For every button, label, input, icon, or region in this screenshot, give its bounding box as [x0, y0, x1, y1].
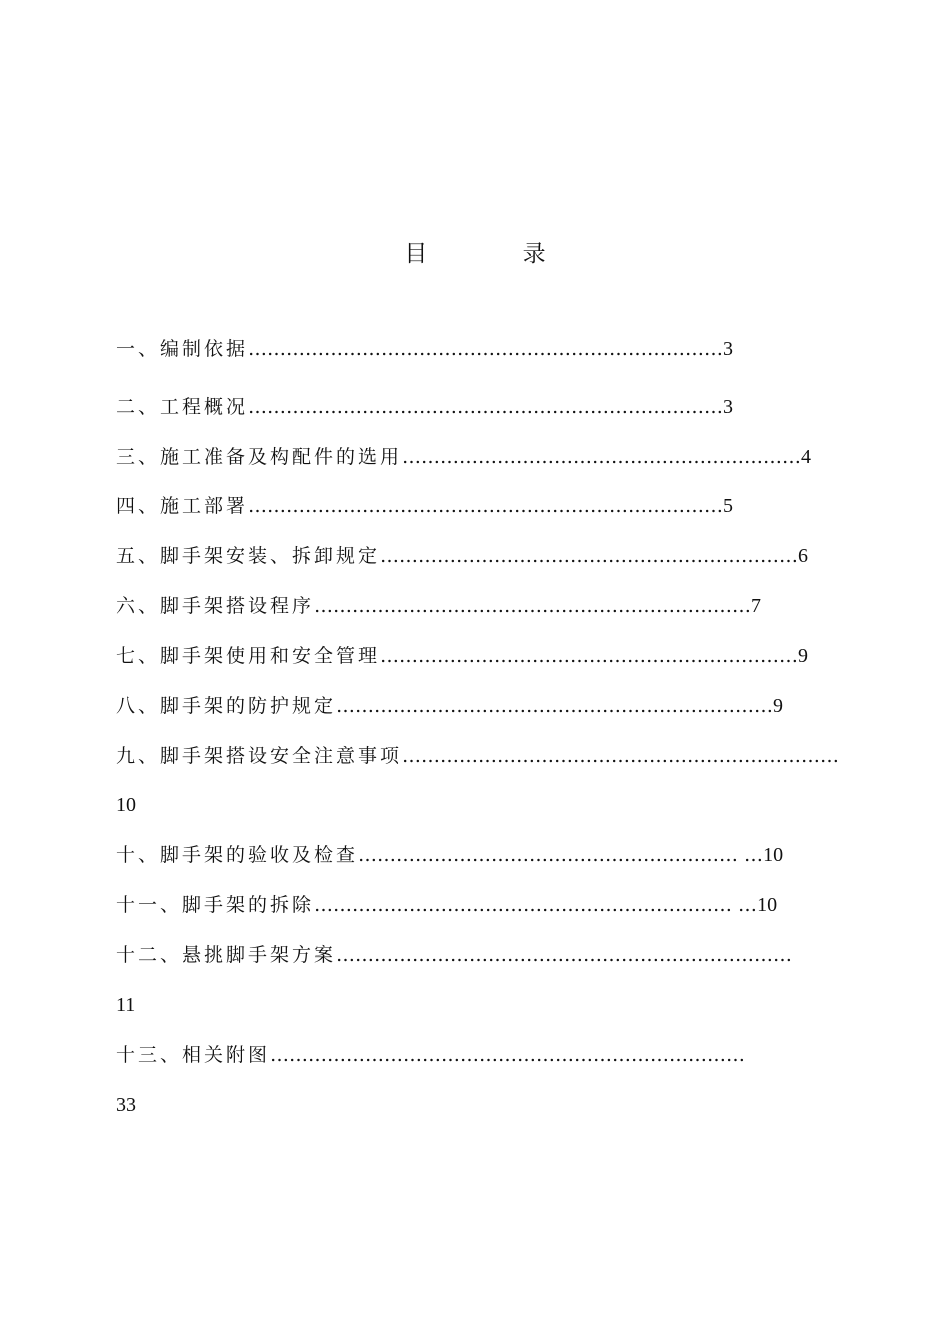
toc-page-number: 10 — [757, 894, 778, 916]
toc-page-number: 11 — [116, 994, 136, 1016]
toc-page-number: 7 — [751, 595, 762, 617]
toc-entry-label: 一、编制依据 — [116, 338, 249, 360]
toc-entry[interactable] — [116, 393, 733, 421]
toc-leader-dots: ………………………………………………………………… — [248, 495, 724, 517]
toc-title: 目 录 — [404, 241, 590, 267]
toc-page-number: 10 — [763, 844, 784, 866]
toc-entry[interactable] — [116, 335, 733, 363]
toc-page-number: 10 — [116, 794, 136, 816]
toc-leader-dots: ………………………………………………………… — [380, 545, 799, 567]
toc-entry-label: 六、脚手架搭设程序 — [116, 595, 315, 617]
toc-entry-label: 九、脚手架搭设安全注意事项 — [116, 745, 403, 767]
toc-entry-label: 十二、悬挑脚手架方案 — [116, 944, 337, 966]
toc-leader-dots: …………………………………………………………… — [314, 595, 752, 617]
toc-entry-label: 十三、相关附图 — [116, 1044, 271, 1066]
toc-entry[interactable] — [116, 492, 733, 520]
toc-entry[interactable] — [116, 542, 808, 570]
toc-leader-dots: ……………………………………………………………… — [336, 944, 793, 966]
toc-leader-dots: ………………………………………………………………… — [248, 338, 724, 360]
toc-entry-label: 三、施工准备及构配件的选用 — [116, 446, 403, 468]
toc-entry[interactable] — [116, 1041, 745, 1069]
toc-entry[interactable] — [116, 891, 777, 919]
toc-leader-dots: ………………………………………………………………… — [270, 1044, 746, 1066]
toc-entry[interactable] — [116, 443, 811, 471]
toc-page-number: 33 — [116, 1094, 136, 1116]
toc-page-number: 5 — [723, 495, 734, 517]
toc-entry-label: 七、脚手架使用和安全管理 — [116, 645, 381, 667]
toc-entry[interactable] — [116, 692, 783, 720]
toc-entry-label: 二、工程概况 — [116, 396, 249, 418]
toc-leader-dots: …………………………………………………………… — [336, 695, 774, 717]
toc-page-number: 3 — [723, 396, 734, 418]
toc-page-number: 9 — [798, 645, 809, 667]
toc-leader-dots: ……………………………………………………… — [402, 446, 802, 468]
toc-page-number: 4 — [801, 446, 812, 468]
toc-entry[interactable] — [116, 642, 808, 670]
toc-leader-dots: …………………………………………………… … — [358, 844, 764, 866]
toc-entry-label: 四、施工部署 — [116, 495, 249, 517]
toc-leader-dots: …………………………………………………………… — [402, 745, 840, 767]
toc-leader-dots: ………………………………………………………… … — [314, 894, 758, 916]
toc-entry-label: 十、脚手架的验收及检查 — [116, 844, 359, 866]
toc-leader-dots: ………………………………………………………………… — [248, 396, 724, 418]
toc-entry-label: 八、脚手架的防护规定 — [116, 695, 337, 717]
toc-entry-label: 五、脚手架安装、拆卸规定 — [116, 545, 381, 567]
toc-leader-dots: ………………………………………………………… — [380, 645, 799, 667]
toc-entry[interactable] — [116, 941, 792, 969]
toc-page-number: 3 — [723, 338, 734, 360]
toc-page-number: 9 — [773, 695, 784, 717]
toc-entry[interactable] — [116, 841, 783, 869]
toc-page-number: 6 — [798, 545, 809, 567]
toc-entry-label: 十一、脚手架的拆除 — [116, 894, 315, 916]
toc-entry[interactable] — [116, 742, 839, 770]
toc-entry[interactable] — [116, 592, 761, 620]
